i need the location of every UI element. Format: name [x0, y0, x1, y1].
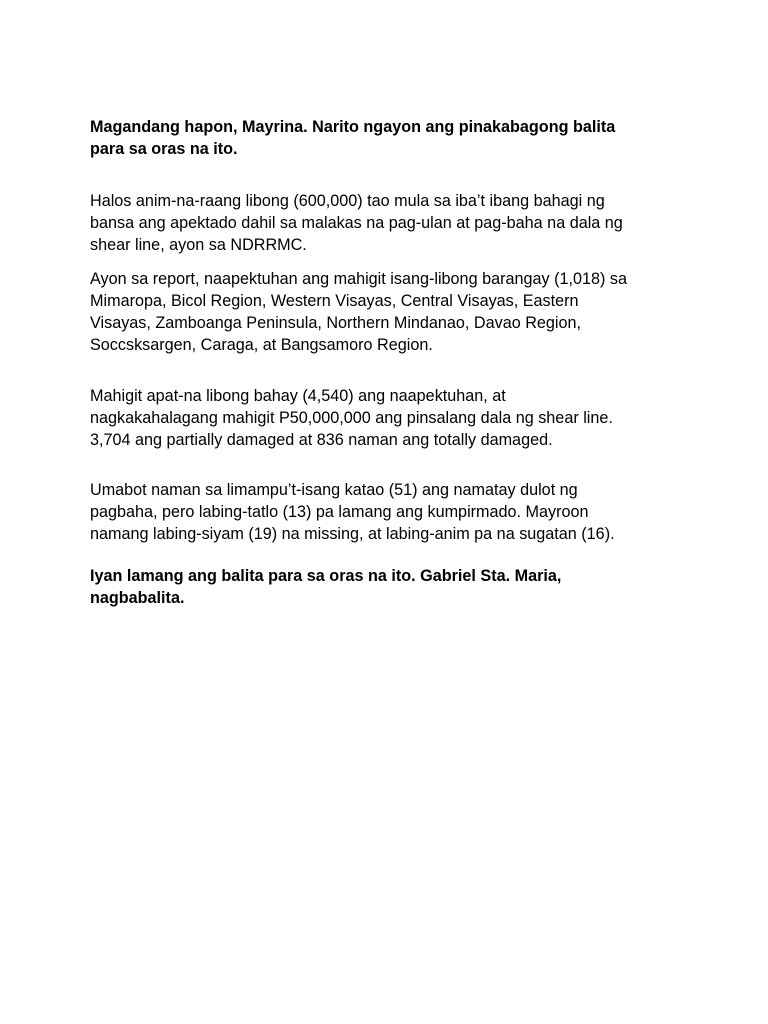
paragraph-casualties: Umabot naman sa limampu’t-isang katao (51) ang namatay dulot ng pagbaha, pero labing-tatlo (13) pa lamang ang kumpirmado. Mayroon namang labing-siyam (19) na missing, at labing-anim pa na sugatan (16). — [90, 481, 615, 543]
paragraph-damaged-houses: Mahigit apat-na libong bahay (4,540) ang naapektuhan, at nagkakahalagang mahigit P50,000,000 ang pinsalang dala ng shear line. 3,704 ang partially damaged at 836 naman ang totally damaged. — [90, 387, 613, 449]
paragraph-affected-barangays: Ayon sa report, naapektuhan ang mahigit isang-libong barangay (1,018) sa Mimaropa, Bicol Region, Western Visayas, Central Visayas, Eastern Visayas, Zamboanga Peninsula, Northern Mindanao, Davao Region, Soccsksargen, Caraga, at Bangsamoro Region. — [90, 270, 627, 354]
document-page — [90, 116, 690, 609]
paragraph-affected-people: Halos anim-na-raang libong (600,000) tao mula sa iba’t ibang bahagi ng bansa ang apektado dahil sa malakas na pag-ulan at pag-baha na dala ng shear line, ayon sa NDRRMC. — [90, 192, 623, 254]
greeting-heading: Magandang hapon, Mayrina. Narito ngayon ang pinakabagong balita para sa oras na ito. — [90, 118, 616, 158]
closing-signoff: Iyan lamang ang balita para sa oras na ito. Gabriel Sta. Maria, nagbabalita. — [90, 567, 562, 607]
